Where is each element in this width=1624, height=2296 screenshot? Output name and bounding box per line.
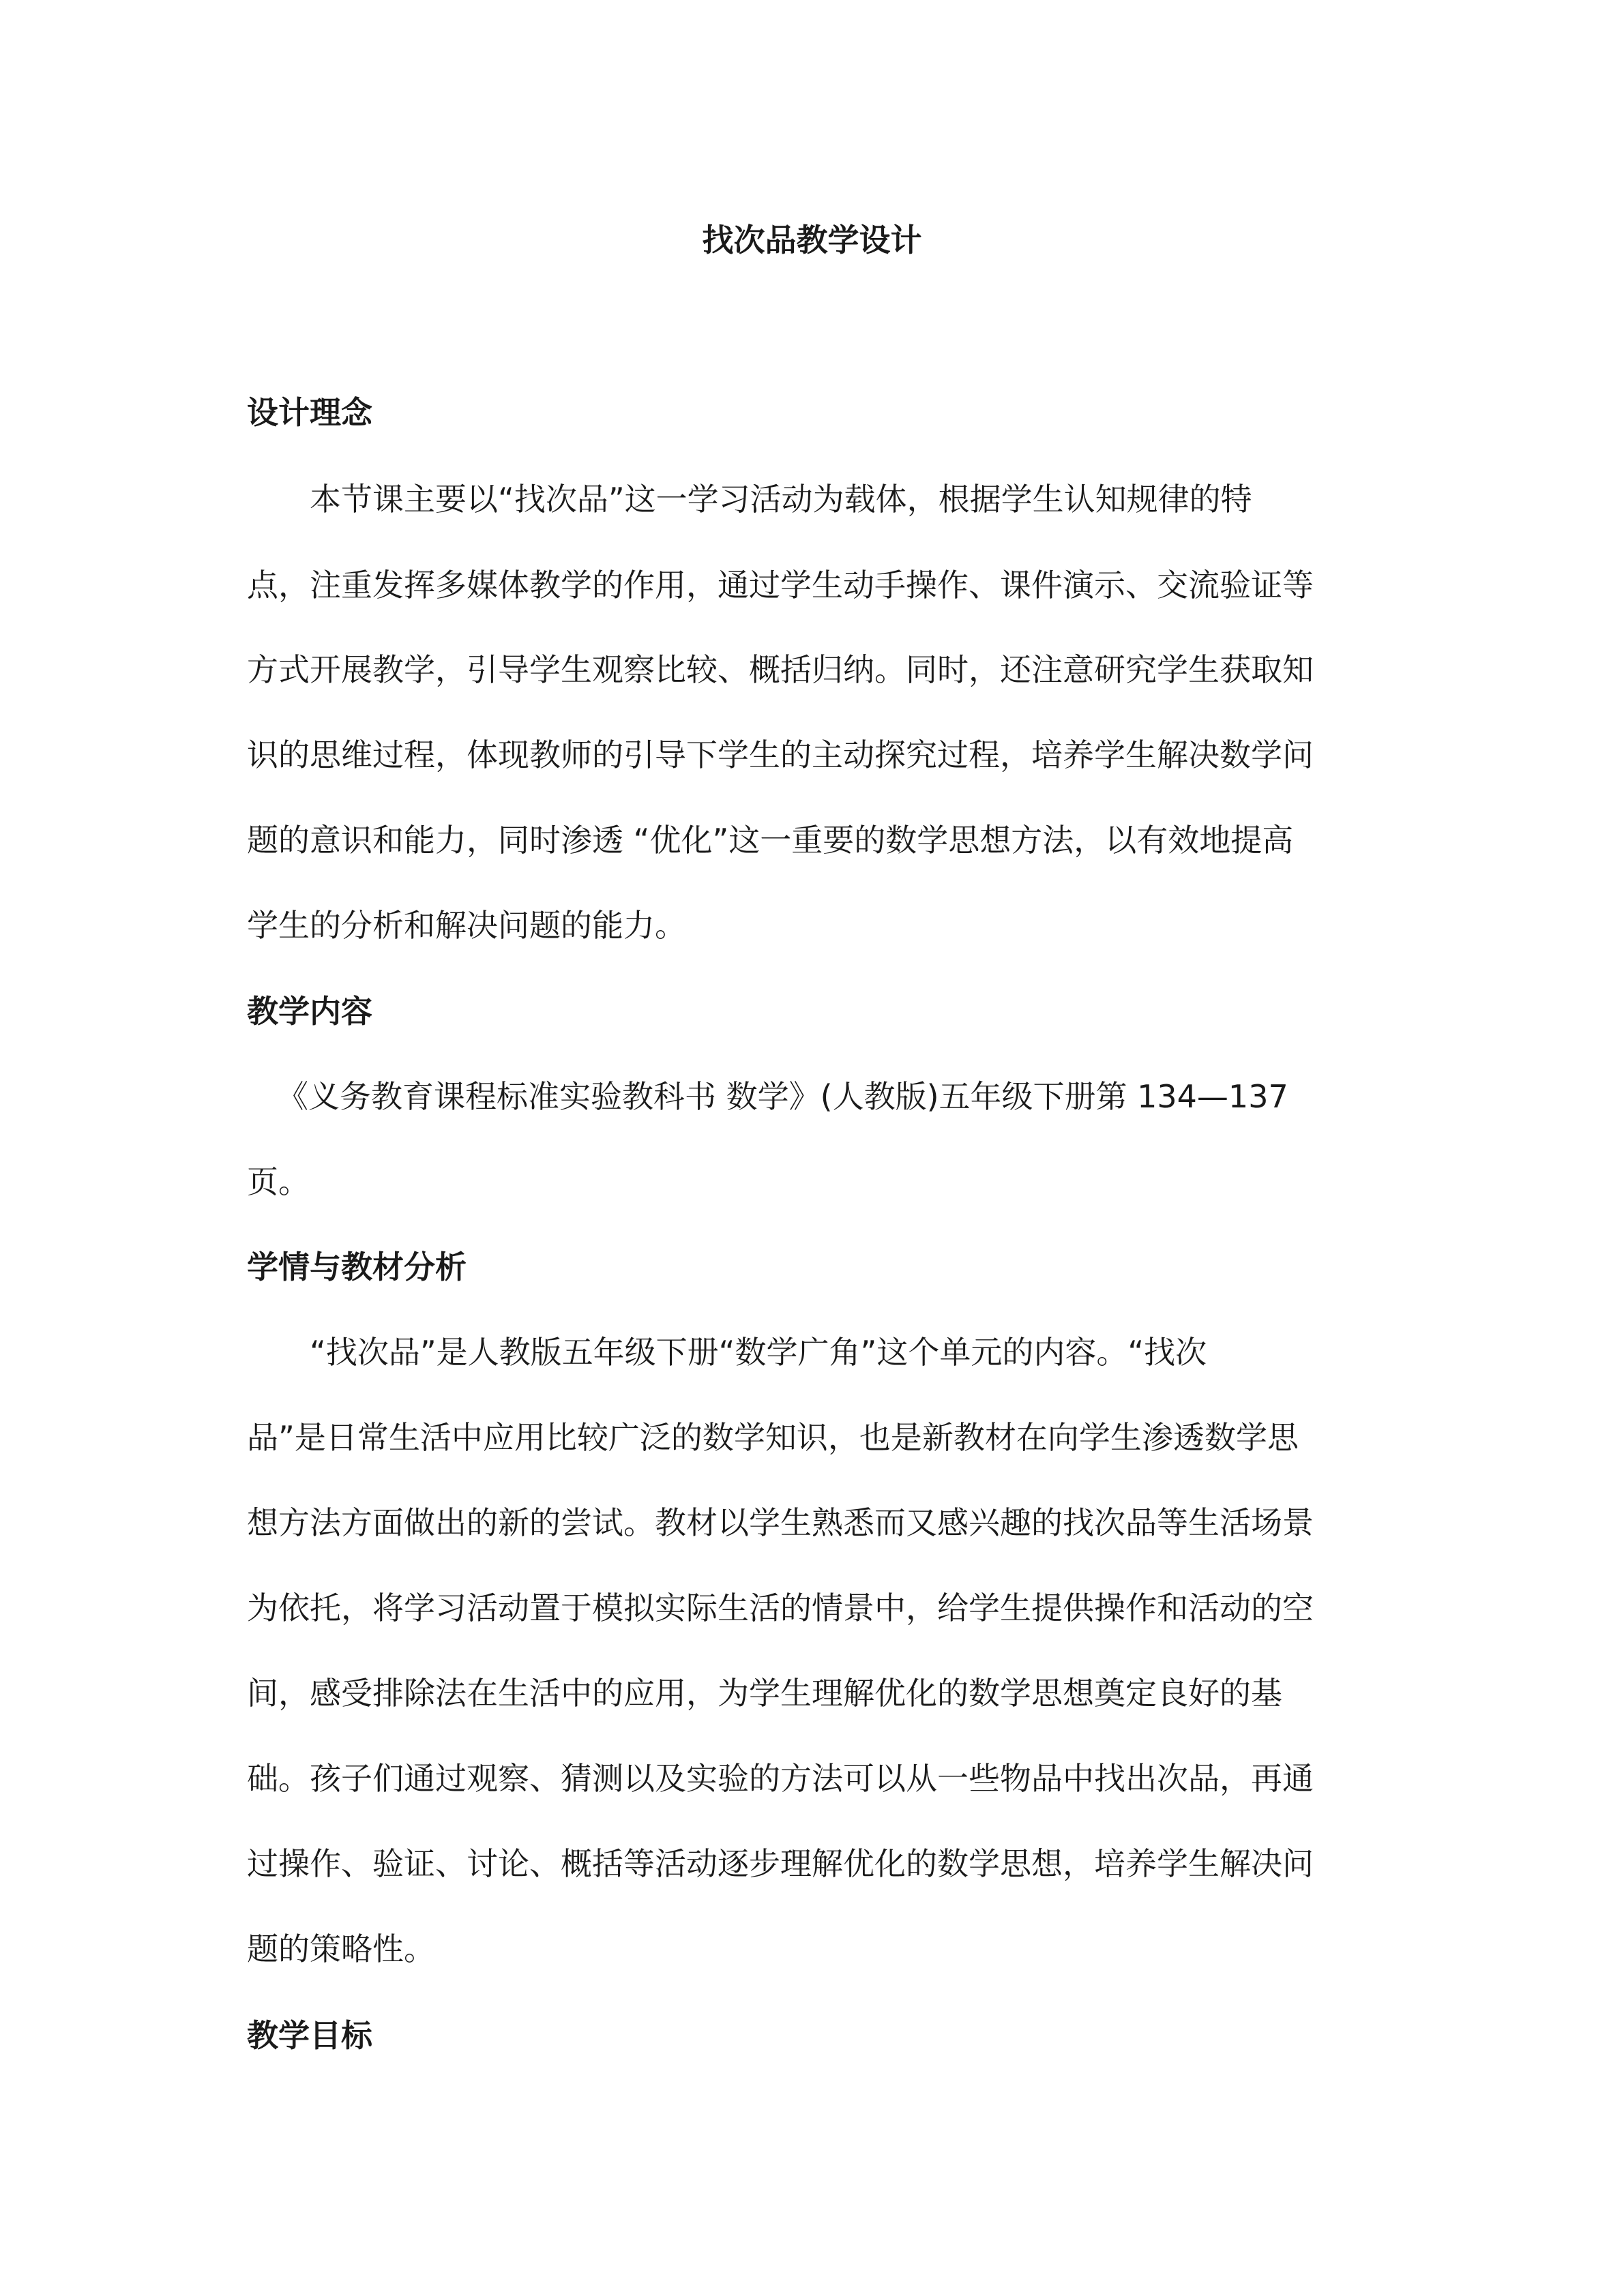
section-heading-design-concept: 设计理念: [247, 394, 372, 431]
paragraph-line: 《义务教育课程标准实验教科书 数学》(人教版)五年级下册第 134—137: [277, 1078, 1288, 1115]
document-title: 找次品教学设计: [702, 222, 922, 258]
paragraph-line: 方式开展教学，引导学生观察比较、概括归纳。同时，还注意研究学生获取知: [247, 651, 1314, 688]
paragraph-line: 题的策略性。: [247, 1930, 435, 1967]
paragraph-line: 页。: [247, 1163, 310, 1200]
paragraph-line: 学生的分析和解决问题的能力。: [247, 907, 686, 944]
paragraph-line: 本节课主要以“找次品”这一学习活动为载体，根据学生认知规律的特: [310, 481, 1252, 518]
section-heading-teaching-goals: 教学目标: [247, 2017, 372, 2054]
paragraph-line: 识的思维过程，体现教师的引导下学生的主动探究过程，培养学生解决数学问: [247, 736, 1314, 773]
paragraph-line: “找次品”是人教版五年级下册“数学广角”这个单元的内容。“找次: [310, 1334, 1207, 1371]
paragraph-line: 点，注重发挥多媒体教学的作用，通过学生动手操作、课件演示、交流验证等: [247, 567, 1314, 603]
paragraph-line: 过操作、验证、讨论、概括等活动逐步理解优化的数学思想，培养学生解决问: [247, 1845, 1314, 1882]
paragraph-line: 为依托，将学习活动置于模拟实际生活的情景中，给学生提供操作和活动的空: [247, 1590, 1314, 1626]
paragraph-line: 础。孩子们通过观察、猜测以及实验的方法可以从一些物品中找出次品，再通: [247, 1760, 1314, 1797]
section-heading-teaching-content: 教学内容: [247, 993, 372, 1030]
paragraph-line: 间，感受排除法在生活中的应用，为学生理解优化的数学思想奠定良好的基: [247, 1675, 1282, 1712]
paragraph-line: 品”是日常生活中应用比较广泛的数学知识，也是新教材在向学生渗透数学思: [247, 1419, 1299, 1456]
section-heading-learning-analysis: 学情与教材分析: [247, 1249, 467, 1285]
paragraph-line: 想方法方面做出的新的尝试。教材以学生熟悉而又感兴趣的找次品等生活场景: [247, 1504, 1314, 1541]
paragraph-line: 题的意识和能力，同时渗透 “优化”这一重要的数学思想方法，以有效地提高: [247, 822, 1294, 859]
